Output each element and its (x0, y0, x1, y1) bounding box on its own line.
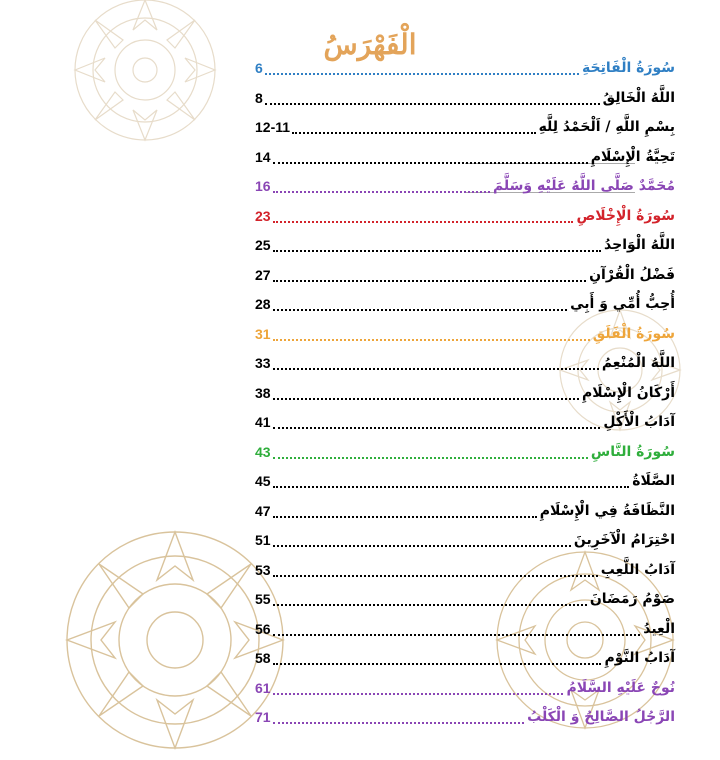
toc-entry-title: سُورَةُ النَّاسِ (590, 443, 675, 460)
toc-entry-title: النَّظَافَةُ فِي الْإِسْلَامِ (539, 502, 675, 519)
dot-leader (273, 626, 641, 636)
dot-leader (273, 213, 574, 223)
dot-leader (273, 655, 602, 665)
dot-leader (292, 124, 536, 134)
dot-leader (273, 419, 601, 429)
dot-leader (273, 272, 587, 282)
toc-entry-page: 53 (255, 561, 271, 578)
toc-entry[interactable] (255, 618, 675, 640)
toc-entry[interactable] (255, 411, 675, 433)
toc-entry-page: 8 (255, 89, 263, 106)
toc-entry-page: 28 (255, 296, 271, 312)
toc-entry[interactable] (255, 677, 675, 699)
toc-entry-page: 61 (255, 679, 271, 696)
toc-entry-page: 14 (255, 148, 271, 165)
dot-leader (273, 154, 588, 164)
dot-leader (273, 537, 571, 547)
toc-entry[interactable] (255, 588, 675, 610)
toc-entry-page: 6 (255, 60, 263, 76)
page-title: الْفَهْرَسُ (323, 28, 417, 61)
toc-entry-title: سُورَةُ الْفَلَقِ (592, 325, 675, 342)
toc-entry-title: مُحَمَّدٌ صَلَّى اللَّهُ عَلَيْهِ وَسَلَّمَ (492, 178, 675, 194)
toc-entry-page: 71 (255, 709, 271, 725)
toc-entry-page: 23 (255, 207, 271, 224)
toc-entry[interactable] (255, 382, 675, 404)
toc-entry-page: 38 (255, 384, 271, 401)
toc-entry-title: فَضْلُ الْقُرْآنِ (589, 266, 675, 283)
dot-leader (273, 596, 587, 606)
dot-leader (273, 331, 590, 341)
toc-entry[interactable] (255, 323, 675, 345)
toc-entry[interactable] (255, 706, 675, 728)
dot-leader (273, 508, 537, 518)
toc-entry[interactable] (255, 352, 675, 374)
toc-entry-title: احْتِرَامُ الْآخَرِينَ (573, 532, 675, 548)
dot-leader (273, 449, 588, 459)
toc-entry[interactable] (255, 87, 675, 109)
dot-leader (273, 478, 630, 488)
toc-entry-title: سُورَةُ الْإِخْلَاصِ (576, 207, 675, 224)
toc-entry-page: 47 (255, 502, 271, 519)
toc-entry[interactable] (255, 175, 675, 197)
toc-entry-page: 43 (255, 443, 271, 460)
toc-entry[interactable] (255, 146, 675, 168)
toc-entry-title: اللَّهُ الْخَالِقُ (602, 89, 675, 106)
toc-entry-page: 27 (255, 266, 271, 283)
dot-leader (273, 567, 598, 577)
dot-leader (265, 95, 600, 105)
dot-leader (273, 390, 579, 400)
toc-entry[interactable] (255, 529, 675, 551)
dot-leader (273, 685, 564, 695)
toc-entry-page: 16 (255, 178, 271, 194)
toc-entry-title: تَحِيَّةُ الْإِسْلَامِ (590, 148, 675, 165)
toc-entry[interactable] (255, 470, 675, 492)
toc-entry[interactable] (255, 116, 675, 138)
dot-leader (273, 714, 525, 724)
toc-entry-title: آدَابُ اللَّعِبِ (600, 561, 675, 578)
dot-leader (273, 183, 490, 193)
toc-entry-title: آدَابُ النَّوْمِ (604, 650, 675, 666)
toc-entry-page: 45 (255, 473, 271, 489)
toc-entry-title: نُوحٌ عَلَيْهِ السَّلَامُ (566, 679, 675, 696)
toc-entry-page: 58 (255, 650, 271, 666)
toc-entry-page: 41 (255, 414, 271, 430)
dot-leader (265, 65, 579, 75)
toc-entry-title: أَرْكَانُ الْإِسْلَامِ (582, 384, 675, 401)
toc-entry-title: بِسْمِ اللَّهِ / اَلْحَمْدُ لِلَّهِ (538, 119, 675, 135)
toc-entry[interactable] (255, 205, 675, 227)
toc-entry-title: الْعِيدُ (643, 620, 675, 637)
dot-leader (273, 242, 601, 252)
dot-leader (273, 360, 599, 370)
toc-entry-page: 12-11 (255, 119, 291, 135)
toc-entry-page: 25 (255, 237, 271, 253)
toc-entry[interactable] (255, 647, 675, 669)
dot-leader (273, 301, 568, 311)
toc-entry[interactable] (255, 234, 675, 256)
toc-entry-title: اللَّهُ الْوَاحِدُ (604, 237, 675, 253)
toc-entry[interactable] (255, 500, 675, 522)
toc-entry-title: الصَّلَاةُ (632, 473, 675, 489)
toc-entry[interactable] (255, 57, 675, 79)
toc-page (105, 0, 675, 725)
toc-entry-page: 51 (255, 532, 271, 548)
toc-entry-title: سُورَةُ الْفَاتِحَةِ (582, 60, 675, 76)
toc-entry[interactable] (255, 264, 675, 286)
toc-entry[interactable] (255, 559, 675, 581)
toc-entry[interactable] (255, 293, 675, 315)
toc-entry-title: صَوْمُ رَمَضَانَ (589, 591, 675, 607)
toc-entry-page: 55 (255, 591, 271, 607)
toc-entry-page: 31 (255, 325, 271, 342)
toc-entry-title: آدَابُ الْأَكْلِ (603, 414, 675, 430)
toc-entry[interactable] (255, 441, 675, 463)
toc-entry-title: أُحِبُّ أُمِّي وَ أَبِي (570, 296, 675, 312)
mandala-ornament-top-left (65, 0, 225, 150)
toc-entry-title: اللَّهُ الْمُنْعِمُ (601, 355, 675, 371)
toc-entry-page: 33 (255, 355, 271, 371)
toc-entry-title: الرَّجُلُ الصَّالِحُ وَ الْكَلْبُ (527, 709, 675, 725)
toc-entry-page: 56 (255, 620, 271, 637)
